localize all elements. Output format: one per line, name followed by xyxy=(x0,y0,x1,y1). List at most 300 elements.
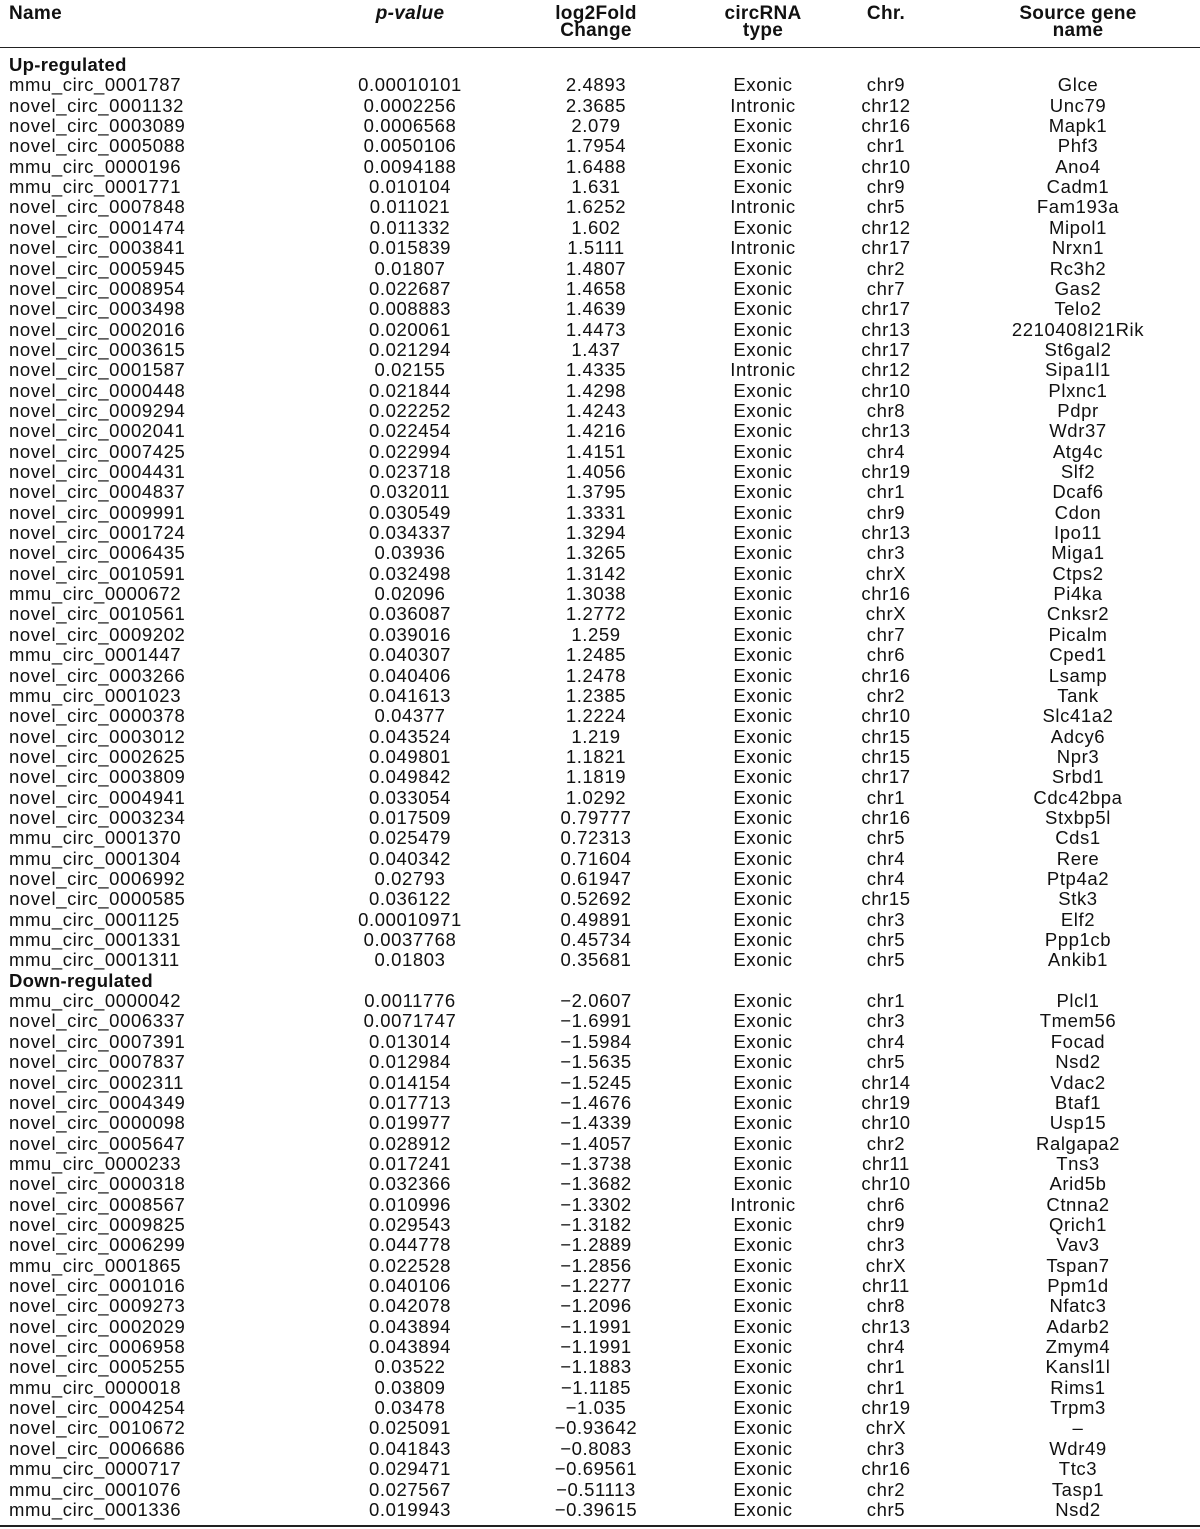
row-circrna-type: Exonic xyxy=(733,929,793,951)
row-chr: chr1 xyxy=(866,135,906,157)
row-log2fc: 1.602 xyxy=(571,216,621,238)
row-name: novel_circ_0009273 xyxy=(9,1295,186,1317)
row-chr: chr15 xyxy=(861,725,911,747)
row-chr: chrX xyxy=(865,1254,907,1276)
row-log2fc: 1.4056 xyxy=(565,461,627,482)
row-name: novel_circ_0000585 xyxy=(9,888,186,910)
row-chr: chr6 xyxy=(866,644,906,666)
row-p-value: 0.039016 xyxy=(369,623,451,645)
row-circrna-type: Exonic xyxy=(733,1152,793,1174)
row-chr: chr7 xyxy=(866,277,906,299)
row-chr: chr17 xyxy=(861,237,911,259)
row-circrna-type: Intronic xyxy=(730,359,796,381)
row-circrna-type: Exonic xyxy=(733,868,793,889)
row-name: mmu_circ_0000233 xyxy=(9,1152,182,1174)
table-row xyxy=(0,788,1200,808)
table-row xyxy=(0,360,1200,380)
row-source-gene: Ppm1d xyxy=(1047,1275,1109,1296)
row-source-gene: Plxnc1 xyxy=(1048,379,1108,401)
row-chr: chr13 xyxy=(861,318,911,340)
header-chr: Chr. xyxy=(866,3,906,24)
row-chr: chr5 xyxy=(866,1498,906,1520)
table-row xyxy=(0,910,1200,930)
row-source-gene: Srbd1 xyxy=(1051,766,1105,788)
row-p-value: 0.022454 xyxy=(369,420,451,442)
table-row xyxy=(0,482,1200,502)
row-p-value: 0.011332 xyxy=(369,216,451,238)
row-chr: chr16 xyxy=(861,115,911,137)
row-circrna-type: Exonic xyxy=(733,318,793,340)
row-chr: chr9 xyxy=(866,501,906,523)
row-p-value: 0.0037768 xyxy=(363,929,457,951)
row-name: novel_circ_0009202 xyxy=(9,623,186,645)
row-log2fc: 1.6252 xyxy=(565,196,627,218)
row-log2fc: 1.3331 xyxy=(565,501,627,523)
row-name: novel_circ_0004431 xyxy=(9,461,186,482)
row-name: novel_circ_0001016 xyxy=(9,1275,186,1296)
row-p-value: 0.022528 xyxy=(369,1254,451,1276)
row-chr: chr17 xyxy=(861,338,911,360)
row-log2fc: −1.4057 xyxy=(560,1132,632,1154)
table-row xyxy=(0,889,1200,909)
row-p-value: 0.044778 xyxy=(369,1234,451,1256)
row-log2fc: 2.3685 xyxy=(565,94,627,116)
row-circrna-type: Exonic xyxy=(733,990,793,1012)
row-p-value: 0.040342 xyxy=(369,847,451,869)
row-p-value: 0.03522 xyxy=(374,1356,446,1378)
row-p-value: 0.022994 xyxy=(369,440,451,462)
row-chr: chr12 xyxy=(861,359,911,381)
row-p-value: 0.02096 xyxy=(374,583,446,605)
row-chr: chr16 xyxy=(861,664,911,686)
table-row xyxy=(0,1337,1200,1357)
row-source-gene: Rere xyxy=(1056,847,1100,869)
row-p-value: 0.032366 xyxy=(369,1173,451,1195)
row-name: mmu_circ_0001304 xyxy=(9,847,182,869)
row-p-value: 0.02155 xyxy=(374,359,446,381)
table-row xyxy=(0,197,1200,217)
table-row xyxy=(0,849,1200,869)
table-row xyxy=(0,1195,1200,1215)
row-log2fc: −1.2096 xyxy=(560,1295,632,1317)
row-chr: chr15 xyxy=(861,888,911,910)
row-circrna-type: Exonic xyxy=(733,623,793,645)
row-chr: chr5 xyxy=(866,929,906,951)
row-p-value: 0.010104 xyxy=(369,176,451,198)
row-circrna-type: Exonic xyxy=(733,1030,793,1052)
row-p-value: 0.036122 xyxy=(369,888,451,910)
table-row xyxy=(0,625,1200,645)
row-circrna-type: Exonic xyxy=(733,1478,793,1500)
row-circrna-type: Exonic xyxy=(733,908,793,930)
table-row xyxy=(0,747,1200,767)
row-log2fc: 1.3265 xyxy=(565,542,627,564)
row-name: novel_circ_0003089 xyxy=(9,115,186,137)
row-circrna-type: Exonic xyxy=(733,766,793,788)
row-name: novel_circ_0001587 xyxy=(9,359,186,381)
row-source-gene: – xyxy=(1072,1417,1084,1439)
row-circrna-type: Exonic xyxy=(733,257,793,279)
row-chr: chr5 xyxy=(866,827,906,849)
row-p-value: 0.041613 xyxy=(369,684,451,706)
row-circrna-type: Exonic xyxy=(733,1254,793,1276)
row-chr: chr6 xyxy=(866,1193,906,1215)
row-p-value: 0.043894 xyxy=(369,1315,451,1337)
row-circrna-type: Intronic xyxy=(730,237,796,259)
row-circrna-type: Exonic xyxy=(733,1213,793,1235)
row-log2fc: 1.4243 xyxy=(565,399,627,421)
row-chr: chr4 xyxy=(866,1030,906,1052)
row-name: novel_circ_0005255 xyxy=(9,1356,186,1378)
row-chr: chr5 xyxy=(866,1051,906,1073)
row-circrna-type: Exonic xyxy=(733,827,793,849)
row-chr: chr10 xyxy=(861,1173,911,1195)
row-source-gene: Wdr37 xyxy=(1049,420,1107,442)
row-p-value: 0.025091 xyxy=(369,1417,451,1439)
row-p-value: 0.042078 xyxy=(369,1295,451,1317)
row-chr: chr1 xyxy=(866,1376,906,1398)
row-circrna-type: Exonic xyxy=(733,542,793,564)
row-chr: chr16 xyxy=(861,583,911,605)
table-row xyxy=(0,991,1200,1011)
row-p-value: 0.022687 xyxy=(369,277,451,299)
row-circrna-type: Intronic xyxy=(730,196,796,218)
row-circrna-type: Exonic xyxy=(733,481,793,503)
section-label: Up-regulated xyxy=(9,54,127,75)
row-source-gene: Focad xyxy=(1050,1030,1106,1052)
row-source-gene: Slc41a2 xyxy=(1042,705,1114,727)
row-source-gene: Stk3 xyxy=(1058,888,1098,910)
row-log2fc: 1.3294 xyxy=(565,522,627,544)
table-row xyxy=(0,564,1200,584)
row-circrna-type: Exonic xyxy=(733,806,793,828)
row-source-gene: Nsd2 xyxy=(1055,1498,1101,1520)
row-chr: chr16 xyxy=(861,1458,911,1480)
row-p-value: 0.01807 xyxy=(374,257,446,279)
row-p-value: 0.033054 xyxy=(369,786,451,808)
row-p-value: 0.03936 xyxy=(374,542,446,564)
row-log2fc: −1.1185 xyxy=(560,1376,632,1398)
table-row xyxy=(0,1174,1200,1194)
row-p-value: 0.032011 xyxy=(369,481,451,503)
row-circrna-type: Exonic xyxy=(733,298,793,320)
row-circrna-type: Exonic xyxy=(733,1397,793,1419)
row-p-value: 0.030549 xyxy=(369,501,451,523)
row-log2fc: 1.4335 xyxy=(565,359,627,381)
row-circrna-type: Exonic xyxy=(733,1173,793,1195)
row-log2fc: −1.3682 xyxy=(560,1173,632,1195)
row-chr: chr9 xyxy=(866,176,906,198)
row-circrna-type: Exonic xyxy=(733,949,793,971)
row-log2fc: −0.51113 xyxy=(556,1478,636,1500)
row-p-value: 0.0071747 xyxy=(363,1010,457,1032)
row-p-value: 0.036087 xyxy=(369,603,451,625)
table-row xyxy=(0,1113,1200,1133)
row-circrna-type: Exonic xyxy=(733,1051,793,1073)
row-chr: chr1 xyxy=(866,1356,906,1378)
row-circrna-type: Exonic xyxy=(733,705,793,727)
table-row xyxy=(0,645,1200,665)
row-log2fc: 1.3795 xyxy=(565,481,627,503)
row-log2fc: 1.0292 xyxy=(565,786,627,808)
table-row xyxy=(0,1073,1200,1093)
row-name: novel_circ_0009294 xyxy=(9,399,186,421)
header-gene-line1: Source gene xyxy=(1019,3,1137,24)
row-log2fc: 1.2385 xyxy=(565,684,627,706)
row-p-value: 0.029543 xyxy=(369,1213,451,1235)
row-chr: chrX xyxy=(865,562,907,584)
row-source-gene: Rc3h2 xyxy=(1049,257,1107,279)
row-source-gene: Glce xyxy=(1057,74,1099,96)
row-chr: chr2 xyxy=(866,684,906,706)
row-chr: chr2 xyxy=(866,257,906,279)
row-name: mmu_circ_0001447 xyxy=(9,644,182,666)
section-heading xyxy=(0,971,1200,991)
row-name: novel_circ_0001132 xyxy=(9,94,185,116)
row-chr: chrX xyxy=(865,603,907,625)
row-name: novel_circ_0002016 xyxy=(9,318,186,340)
row-log2fc: −1.4676 xyxy=(560,1091,632,1113)
row-circrna-type: Exonic xyxy=(733,135,793,157)
row-log2fc: −1.3302 xyxy=(560,1193,632,1215)
row-p-value: 0.02793 xyxy=(374,868,446,889)
row-name: mmu_circ_0000717 xyxy=(9,1458,182,1480)
row-log2fc: −1.3182 xyxy=(560,1213,632,1235)
row-circrna-type: Exonic xyxy=(733,684,793,706)
table-row xyxy=(0,1032,1200,1052)
row-log2fc: −1.2277 xyxy=(560,1275,632,1296)
row-name: novel_circ_0001724 xyxy=(9,522,186,544)
row-name: novel_circ_0003841 xyxy=(9,237,186,259)
table-row xyxy=(0,1439,1200,1459)
section-heading xyxy=(0,55,1200,75)
header-p-value-text: p-value xyxy=(375,3,445,24)
table-row xyxy=(0,706,1200,726)
row-circrna-type: Exonic xyxy=(733,847,793,869)
row-name: novel_circ_0009825 xyxy=(9,1213,186,1235)
row-circrna-type: Exonic xyxy=(733,1458,793,1480)
row-source-gene: Dcaf6 xyxy=(1052,481,1104,503)
table-row xyxy=(0,238,1200,258)
row-name: mmu_circ_0000018 xyxy=(9,1376,182,1398)
row-p-value: 0.012984 xyxy=(369,1051,451,1073)
row-source-gene: Miga1 xyxy=(1051,542,1105,564)
row-chr: chr4 xyxy=(866,440,906,462)
row-name: novel_circ_0003498 xyxy=(9,298,186,320)
header-name: Name xyxy=(9,3,62,24)
table-row xyxy=(0,1154,1200,1174)
bottom-divider xyxy=(0,1525,1200,1527)
section-label: Down-regulated xyxy=(9,969,153,991)
row-circrna-type: Exonic xyxy=(733,1132,793,1154)
row-name: mmu_circ_0001125 xyxy=(9,908,180,930)
row-name: novel_circ_0006337 xyxy=(9,1010,186,1032)
row-chr: chr9 xyxy=(866,74,906,96)
row-circrna-type: Exonic xyxy=(733,1010,793,1032)
row-circrna-type: Exonic xyxy=(733,1356,793,1378)
row-p-value: 0.00010971 xyxy=(358,908,462,930)
table-row xyxy=(0,1500,1200,1520)
row-circrna-type: Exonic xyxy=(733,115,793,137)
row-name: novel_circ_0006958 xyxy=(9,1336,186,1358)
header-type-line1: circRNA xyxy=(724,3,802,24)
row-p-value: 0.021844 xyxy=(369,379,451,401)
row-log2fc: 1.4298 xyxy=(565,379,627,401)
row-p-value: 0.03478 xyxy=(374,1397,446,1419)
row-p-value: 0.029471 xyxy=(369,1458,451,1480)
row-log2fc: 0.61947 xyxy=(560,868,632,889)
row-name: novel_circ_0005088 xyxy=(9,135,186,157)
row-chr: chr13 xyxy=(861,420,911,442)
row-p-value: 0.013014 xyxy=(369,1030,451,1052)
header-log2fc-line1: log2Fold xyxy=(555,3,637,24)
row-name: novel_circ_0006686 xyxy=(9,1437,186,1459)
row-chr: chr19 xyxy=(861,1397,911,1419)
row-chr: chr19 xyxy=(861,1091,911,1113)
row-p-value: 0.020061 xyxy=(369,318,451,340)
table-row xyxy=(0,604,1200,624)
row-log2fc: −2.0607 xyxy=(560,990,632,1012)
row-log2fc: −1.5984 xyxy=(560,1030,632,1052)
row-source-gene: Tns3 xyxy=(1056,1152,1100,1174)
row-chr: chr7 xyxy=(866,623,906,645)
row-log2fc: 1.2224 xyxy=(565,705,627,727)
row-name: mmu_circ_0000672 xyxy=(9,583,182,605)
row-name: novel_circ_0000318 xyxy=(9,1173,186,1195)
row-source-gene: Mapk1 xyxy=(1048,115,1108,137)
row-circrna-type: Exonic xyxy=(733,176,793,198)
row-log2fc: 1.4473 xyxy=(565,318,627,340)
row-source-gene: Vav3 xyxy=(1056,1234,1100,1256)
row-name: novel_circ_0000098 xyxy=(9,1112,186,1134)
row-p-value: 0.043524 xyxy=(369,725,451,747)
row-log2fc: 1.219 xyxy=(571,725,621,747)
row-p-value: 0.043894 xyxy=(369,1336,451,1358)
row-circrna-type: Exonic xyxy=(733,1336,793,1358)
row-chr: chr2 xyxy=(866,1132,906,1154)
row-name: novel_circ_0003809 xyxy=(9,766,186,788)
row-chr: chr3 xyxy=(866,908,906,930)
row-chr: chr5 xyxy=(866,196,906,218)
row-log2fc: 1.4216 xyxy=(565,420,627,442)
row-circrna-type: Exonic xyxy=(733,155,793,177)
row-log2fc: 2.079 xyxy=(571,115,621,137)
row-circrna-type: Exonic xyxy=(733,399,793,421)
row-log2fc: −0.69561 xyxy=(554,1458,638,1480)
table-row xyxy=(0,320,1200,340)
row-source-gene: Btaf1 xyxy=(1054,1091,1102,1113)
table-row xyxy=(0,828,1200,848)
table-row xyxy=(0,1317,1200,1337)
row-name: novel_circ_0000378 xyxy=(9,705,186,727)
row-source-gene: Pi4ka xyxy=(1053,583,1103,605)
row-source-gene: Usp15 xyxy=(1049,1112,1107,1134)
row-source-gene: Fam193a xyxy=(1036,196,1120,218)
row-log2fc: 1.4658 xyxy=(565,277,627,299)
table-row xyxy=(0,503,1200,523)
table-row xyxy=(0,686,1200,706)
row-circrna-type: Exonic xyxy=(733,1295,793,1317)
table-row xyxy=(0,299,1200,319)
row-log2fc: 0.35681 xyxy=(560,949,632,971)
row-source-gene: Vdac2 xyxy=(1050,1071,1106,1093)
row-name: novel_circ_0007391 xyxy=(9,1030,186,1052)
row-log2fc: 1.5111 xyxy=(567,237,625,259)
row-name: novel_circ_0008567 xyxy=(9,1193,186,1215)
row-name: mmu_circ_0001331 xyxy=(9,929,182,951)
row-log2fc: 1.259 xyxy=(571,623,621,645)
row-circrna-type: Exonic xyxy=(733,1376,793,1398)
table-row xyxy=(0,421,1200,441)
row-log2fc: −1.4339 xyxy=(560,1112,632,1134)
row-chr: chr3 xyxy=(866,542,906,564)
row-chr: chr11 xyxy=(862,1152,910,1174)
table-row xyxy=(0,1134,1200,1154)
row-name: novel_circ_0010591 xyxy=(9,562,186,584)
header-log2fc-line2: Change xyxy=(560,20,632,41)
row-chr: chr13 xyxy=(861,522,911,544)
table-row xyxy=(0,666,1200,686)
row-name: mmu_circ_0001023 xyxy=(9,684,182,706)
row-name: novel_circ_0002625 xyxy=(9,745,186,767)
row-chr: chr3 xyxy=(866,1437,906,1459)
row-p-value: 0.049842 xyxy=(369,766,451,788)
row-name: novel_circ_0002311 xyxy=(9,1071,185,1093)
table-row xyxy=(0,1459,1200,1479)
row-p-value: 0.034337 xyxy=(369,522,451,544)
row-name: novel_circ_0006299 xyxy=(9,1234,186,1256)
row-name: novel_circ_0003615 xyxy=(9,338,186,360)
row-log2fc: 1.631 xyxy=(571,176,621,198)
table-row xyxy=(0,75,1200,95)
row-source-gene: Picalm xyxy=(1048,623,1108,645)
row-p-value: 0.040406 xyxy=(369,664,451,686)
row-chr: chr3 xyxy=(866,1010,906,1032)
row-chr: chr10 xyxy=(861,379,911,401)
header-gene-line2: name xyxy=(1052,20,1104,41)
row-chr: chr13 xyxy=(861,1315,911,1337)
row-chr: chrX xyxy=(865,1417,907,1439)
row-circrna-type: Exonic xyxy=(733,440,793,462)
row-source-gene: Ptp4a2 xyxy=(1046,868,1110,889)
table-row xyxy=(0,442,1200,462)
table-row xyxy=(0,1418,1200,1438)
row-chr: chr17 xyxy=(861,298,911,320)
row-source-gene: Sipa1l1 xyxy=(1045,359,1111,381)
row-circrna-type: Intronic xyxy=(730,1193,796,1215)
row-chr: chr5 xyxy=(866,949,906,971)
row-p-value: 0.0011776 xyxy=(364,990,456,1012)
row-circrna-type: Exonic xyxy=(733,501,793,523)
table-row xyxy=(0,1011,1200,1031)
row-log2fc: −1.1883 xyxy=(560,1356,632,1378)
row-p-value: 0.032498 xyxy=(369,562,451,584)
row-log2fc: 1.6488 xyxy=(565,155,627,177)
row-name: novel_circ_0007837 xyxy=(9,1051,186,1073)
table-row xyxy=(0,1480,1200,1500)
table-row xyxy=(0,523,1200,543)
row-chr: chr3 xyxy=(866,1234,906,1256)
row-log2fc: 0.52692 xyxy=(560,888,632,910)
row-circrna-type: Exonic xyxy=(733,562,793,584)
row-log2fc: 0.71604 xyxy=(560,847,632,869)
row-source-gene: Tasp1 xyxy=(1051,1478,1105,1500)
row-p-value: 0.019943 xyxy=(369,1498,451,1520)
table-row xyxy=(0,727,1200,747)
table-row xyxy=(0,401,1200,421)
row-name: mmu_circ_0001370 xyxy=(9,827,182,849)
row-p-value: 0.041843 xyxy=(369,1437,451,1459)
